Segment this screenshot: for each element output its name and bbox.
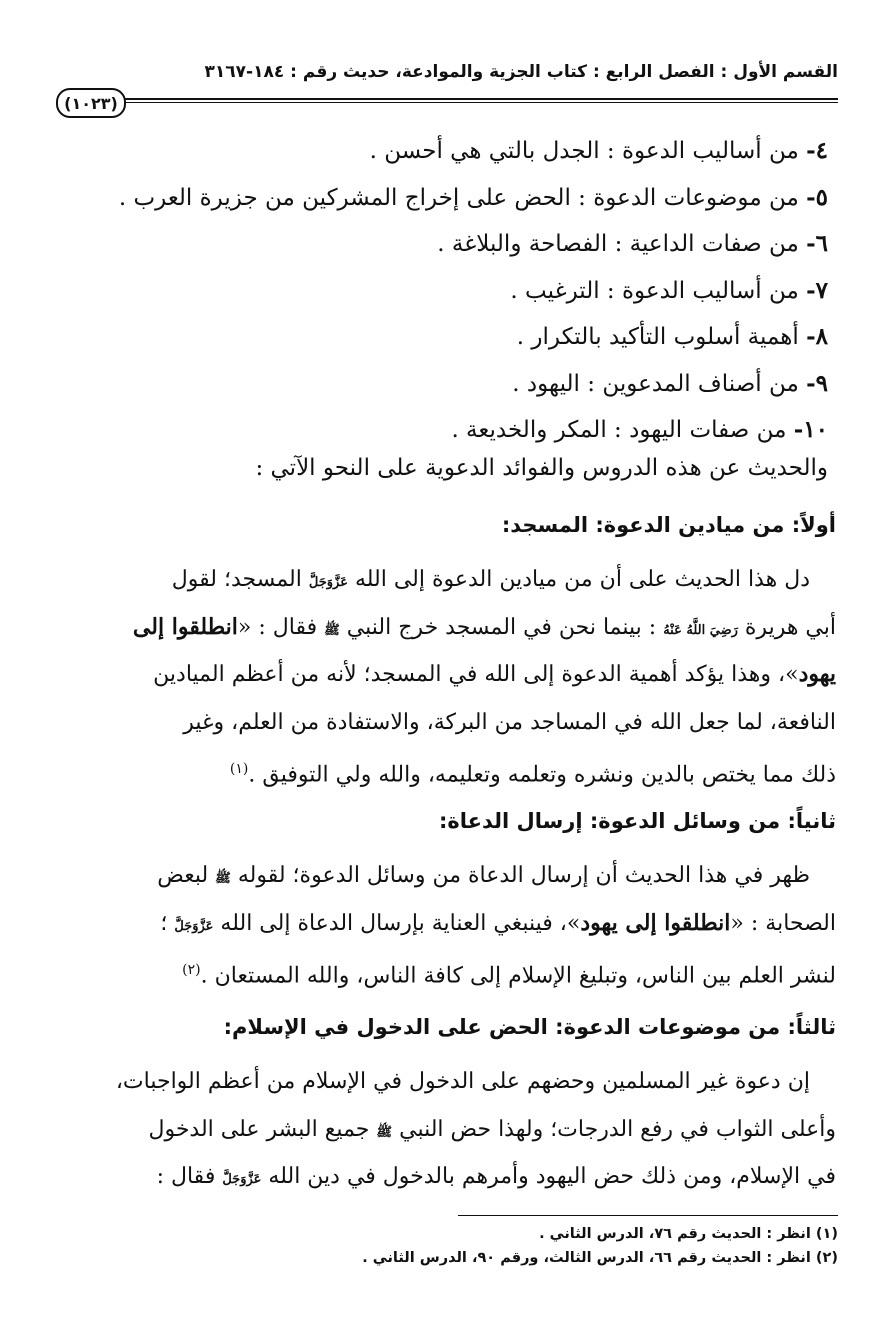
honorific-glyph: عَزَّوَجَلَّ [308, 575, 348, 590]
item-number: ٩- [806, 369, 828, 397]
paragraph-line: في الإسلام، ومن ذلك حض اليهود وأمرهم بالدخول في دين الله عَزَّوَجَلَّ فقال : [156, 1164, 836, 1189]
item-number: ٤- [806, 137, 828, 164]
item-text: من صفات الداعية : الفصاحة والبلاغة . [437, 231, 799, 257]
item-number: ١٠- [793, 416, 828, 443]
footnote-1: (١) انظر : الحديث رقم ٧٦، الدرس الثاني . [539, 1226, 838, 1242]
section-body-mosque [40, 556, 836, 794]
list-item [50, 128, 828, 175]
list-item [50, 268, 828, 315]
item-text: من صفات اليهود : المكر والخديعة . [451, 417, 787, 443]
item-number: ٧- [806, 276, 828, 304]
paragraph-line: الصحابة : «انطلقوا إلى يهود»، فينبغي العناية بإرسال الدعاة إلى الله عَزَّوَجَلَّ ؛ [160, 909, 836, 936]
honorific-glyph: عَزَّوَجَلَّ [174, 918, 214, 934]
honorific-glyph: ﷺ [215, 871, 231, 886]
paragraph-line: النافعة، لما جعل الله في المساجد من البركة، والاستفادة من العلم، وغير [183, 709, 836, 735]
item-number: ٨- [806, 323, 828, 350]
honorific-glyph: ﷺ [376, 1124, 393, 1140]
paragraph-line: ذلك مما يختص بالدين ونشره وتعلمه وتعليمه، والله ولي التوفيق .$^{(١)}$ [229, 761, 836, 788]
page-number: (١٠٢٣) [56, 88, 126, 118]
honorific-glyph: عَزَّوَجَلَّ [222, 1172, 262, 1187]
item-text: أهمية أسلوب التأكيد بالتكرار . [516, 324, 799, 350]
section-heading-entering-islam: ثالثاً: من موضوعات الدعوة: الحض على الدخول في الإسلام: [223, 1015, 836, 1039]
item-number: ٦- [806, 230, 828, 257]
list-item [50, 361, 828, 408]
section-body-entering-islam [40, 1058, 836, 1201]
honorific-glyph: ﷺ [324, 622, 340, 638]
paragraph-line: يهود»، وهذا يؤكد أهمية الدعوة إلى الله في المسجد؛ لأنه من أعظم الميادين [153, 661, 836, 687]
section-heading-sending-callers: ثانياً: من وسائل الدعوة: إرسال الدعاة: [439, 809, 836, 833]
section-body-sending-callers [40, 852, 836, 995]
item-text: من أساليب الدعوة : الجدل بالتي هي أحسن . [369, 138, 799, 164]
running-head: القسم الأول : الفصل الرابع : كتاب الجزية والموادعة، حديث رقم : ١٨٤-٣١٦٧ [204, 62, 838, 82]
paragraph-line: لنشر العلم بين الناس، وتبليغ الإسلام إلى كافة الناس، والله المستعان .$^{(٢)}$ [182, 962, 836, 989]
lessons-list [50, 128, 828, 454]
list-item [50, 407, 828, 454]
hadith-quote: انطلقوا إلى [132, 613, 238, 640]
paragraph-line: دل هذا الحديث على أن من ميادين الدعوة إلى الله عَزَّوَجَلَّ المسجد؛ لقول [171, 567, 810, 592]
item-text: من موضوعات الدعوة : الحض على إخراج المشركين من جزيرة العرب . [118, 184, 799, 211]
list-item [50, 221, 828, 268]
footnote-2: (٢) انظر : الحديث رقم ٦٦، الدرس الثالث، ورقم ٩٠، الدرس الثاني . [362, 1250, 838, 1266]
item-text: من أساليب الدعوة : الترغيب . [510, 277, 799, 304]
lead-in-sentence: والحديث عن هذه الدروس والفوائد الدعوية على النحو الآتي : [255, 455, 828, 481]
footnotes [300, 1222, 838, 1270]
footnote-reference: (٢) [182, 962, 201, 978]
list-item [50, 175, 828, 222]
paragraph-line: وأعلى الثواب في رفع الدرجات؛ ولهذا حض النبي ﷺ جميع البشر على الدخول [148, 1116, 836, 1142]
hadith-quote: انطلقوا إلى يهود [580, 909, 731, 936]
paragraph-line: أبي هريرة رَضِيَ اللَّهُ عَنْهُ : بينما نحن في المسجد خرج النبي ﷺ فقال : «انطلقوا إلى [132, 613, 836, 640]
section-heading-mosque: أولاً: من ميادين الدعوة: المسجد: [501, 513, 836, 537]
honorific-glyph: رَضِيَ اللَّهُ عَنْهُ [663, 622, 738, 638]
hadith-quote: يهود [798, 661, 836, 687]
footnote-rule [458, 1215, 838, 1216]
item-number: ٥- [806, 183, 828, 211]
item-text: من أصناف المدعوين : اليهود . [512, 370, 799, 397]
header-rule [124, 98, 838, 103]
paragraph-line: إن دعوة غير المسلمين وحضهم على الدخول في الإسلام من أعظم الواجبات، [115, 1069, 810, 1094]
paragraph-line: ظهر في هذا الحديث أن إرسال الدعاة من وسائل الدعوة؛ لقوله ﷺ لبعض [157, 863, 810, 888]
list-item [50, 314, 828, 361]
footnote-reference: (١) [229, 761, 249, 777]
